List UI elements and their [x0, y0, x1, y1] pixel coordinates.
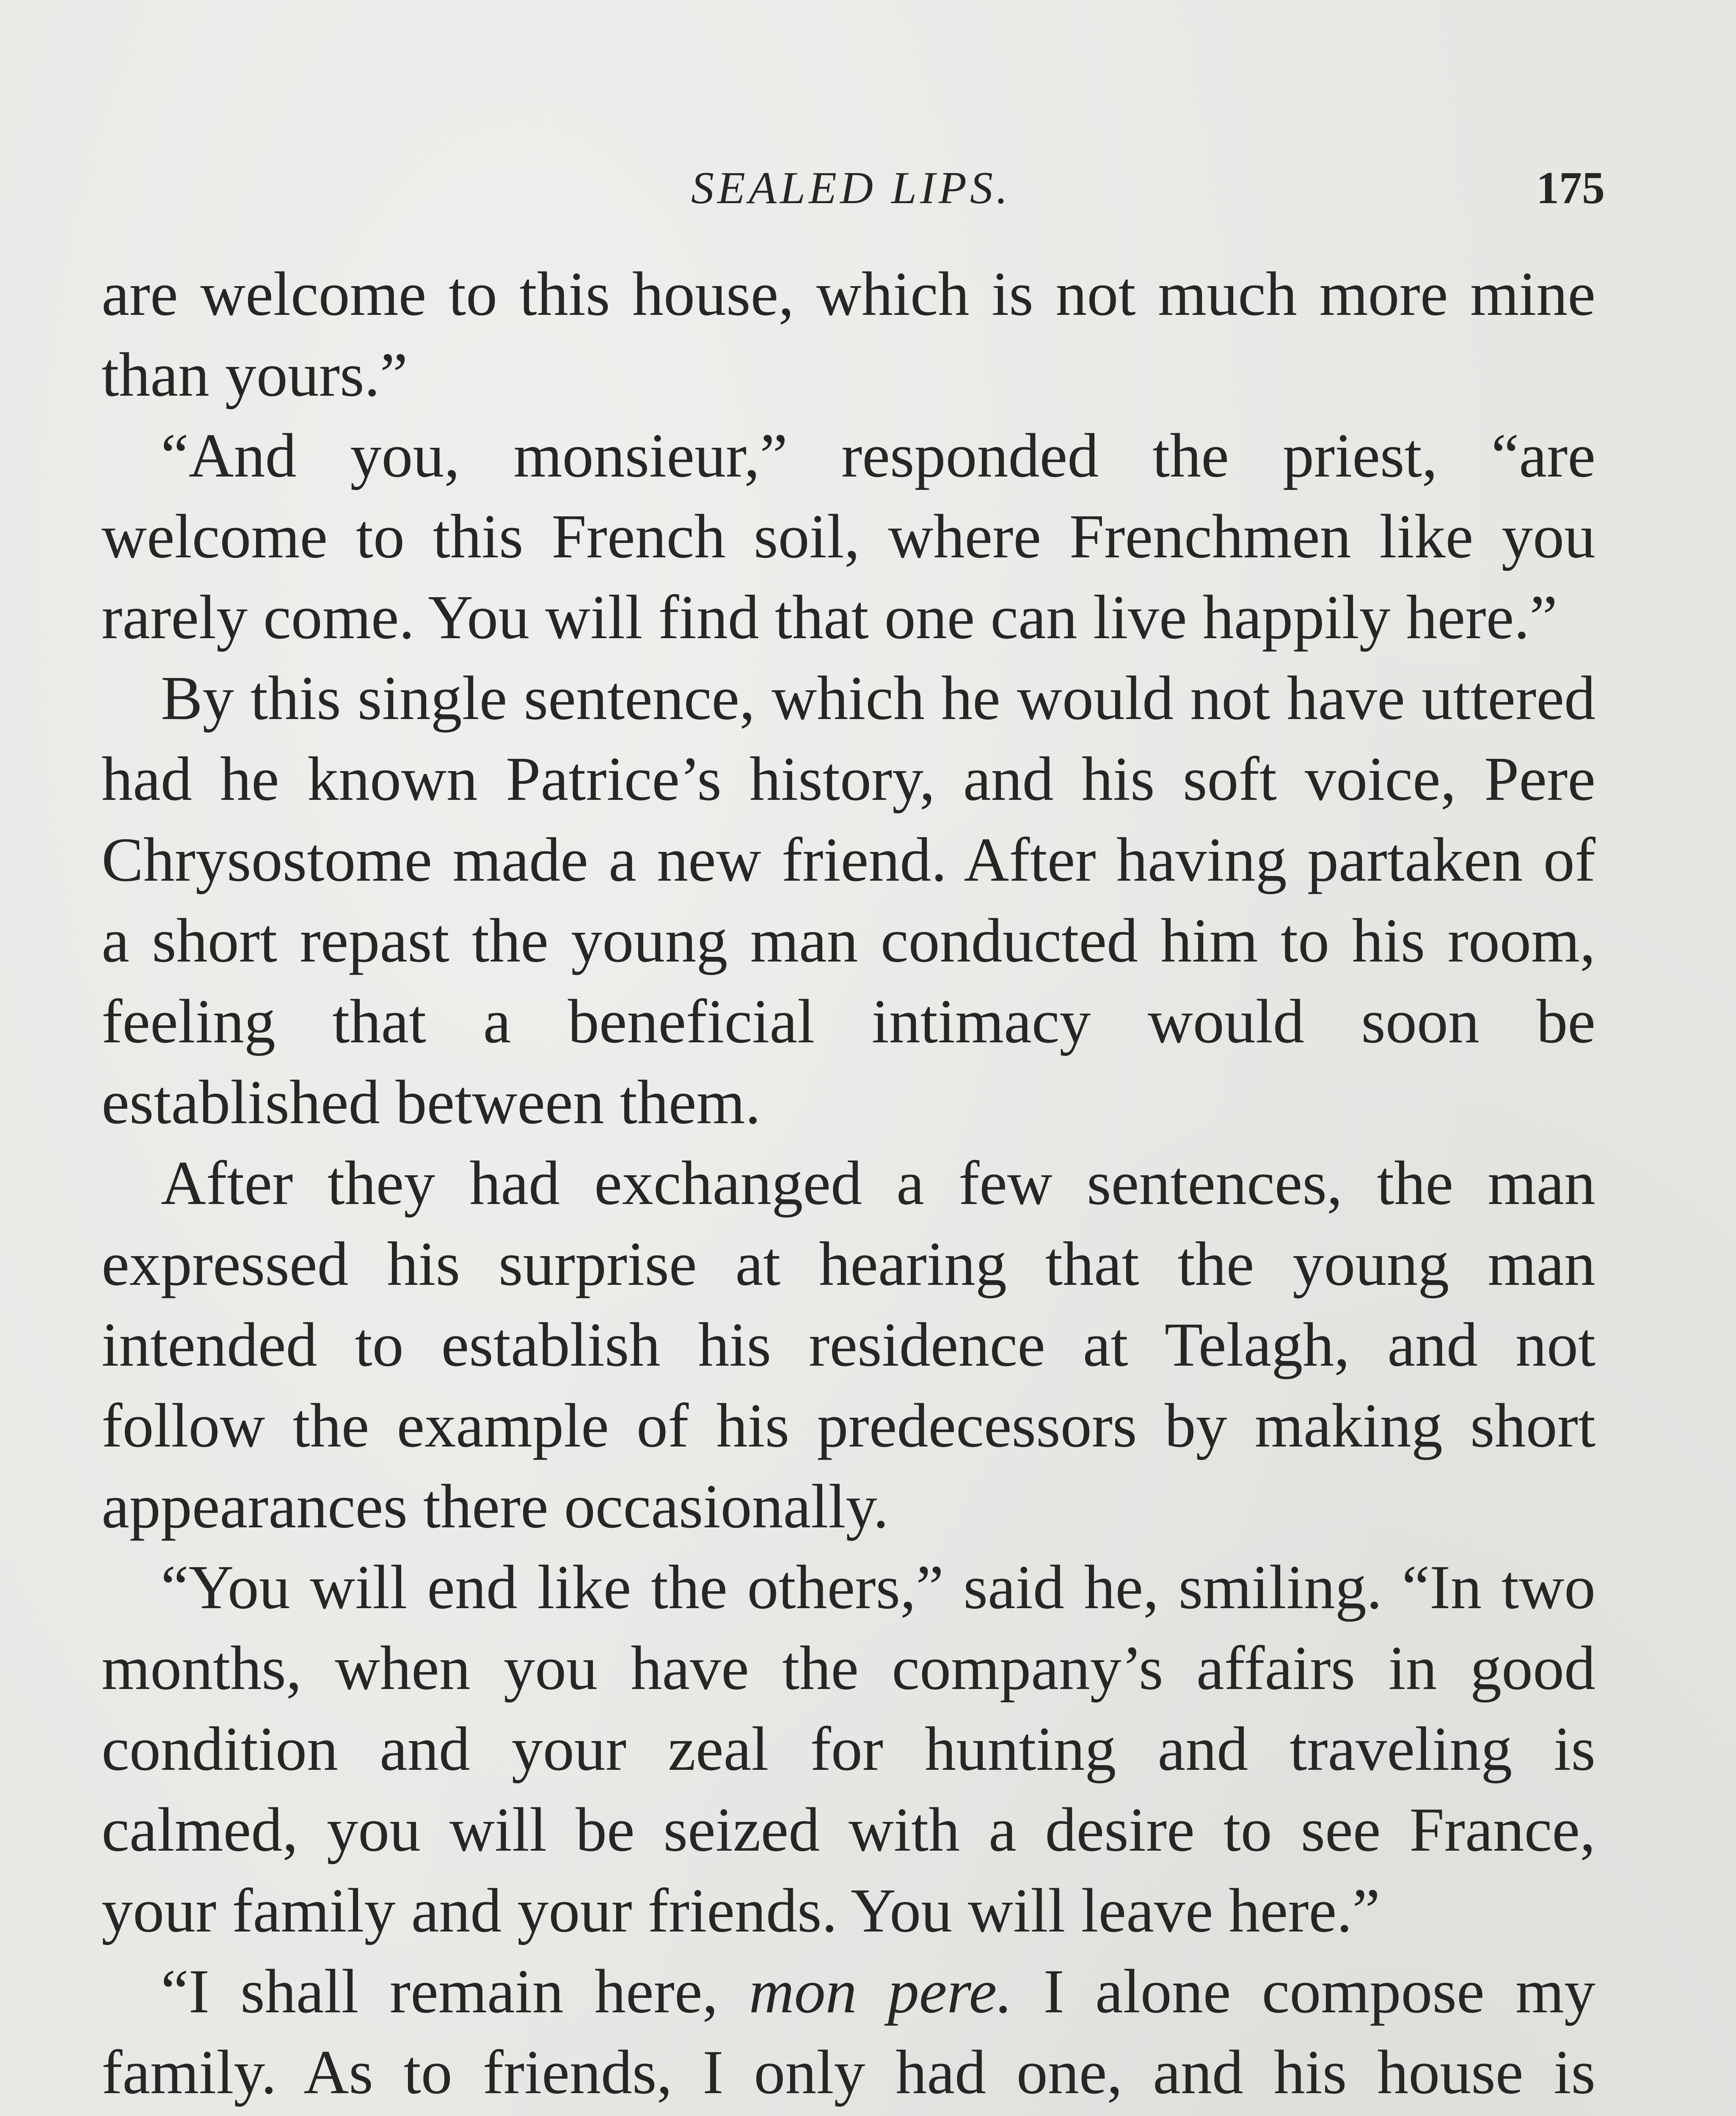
- paragraph: “And you, monsieur,” responded the priest, “are welcome to this French soil, where Frenchmen like you rarely come. You will find that one can live happily here.”: [102, 421, 1595, 652]
- running-title: SEALED LIPS.: [691, 163, 1011, 213]
- paragraph: By this single sentence, which he would not have uttered had he known Patrice’s history, and his soft voice, Pere Chrysostome made a new friend. After having partaken of a short repast the young man conducted him to his room, feeling that a beneficial intimacy would soon be established between them.: [102, 664, 1595, 1137]
- paragraph-text: “I shall remain here,: [161, 1957, 749, 2026]
- italic-phrase: mon pere.: [749, 1957, 1013, 2026]
- paragraph: are welcome to this house, which is not much more mine than yours.”: [102, 259, 1595, 410]
- body-text: [102, 254, 1595, 2116]
- paragraph: “You will end like the others,” said he, smiling. “In two months, when you have the company’s affairs in good condition and your zeal for hunting and traveling is calmed, you will be seized with a desire to see France, your family and your friends. You will leave here.”: [102, 1553, 1595, 1945]
- paragraph: After they had exchanged a few sentences, the man expressed his surprise at hearing that the young man intended to establish his residence at Telagh, and not follow the example of his predecessors by making short appearances there occasionally.: [102, 1149, 1595, 1541]
- paragraph: [102, 1951, 1595, 2116]
- running-header: [97, 157, 1605, 220]
- page-number: 175: [1536, 163, 1605, 213]
- paragraph-text: I alone compose my family. As to friends, I only had one, and his house is: [102, 1957, 1595, 2107]
